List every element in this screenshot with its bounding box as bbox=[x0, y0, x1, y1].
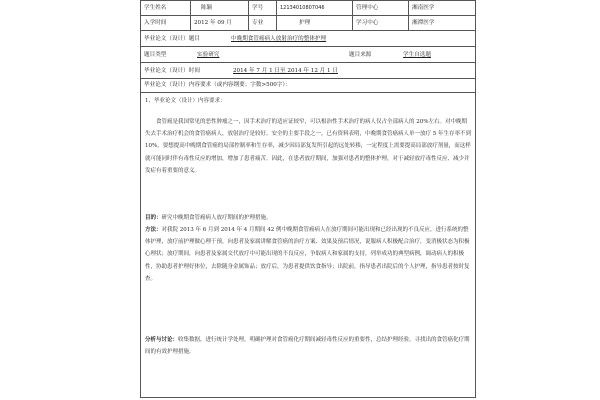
dept-label: 管理中心 bbox=[353, 1, 409, 15]
analysis-text: 收集数据，进行统计学处理，明确护理对食管癌化疗期间减轻毒性反应的重要性，总结护理经验，寻找出的食管癌化疗期间的有效护理措施。 bbox=[145, 337, 470, 356]
student-id-label: 学号 bbox=[249, 1, 277, 15]
dept-value: 湘南医学 bbox=[412, 5, 435, 11]
thesis-period-value: 2014 年 7 月 1 日至 2014 年 12 月 1 日 bbox=[233, 68, 338, 74]
goal-block bbox=[145, 212, 471, 224]
thesis-source-value: 学生自选题 bbox=[403, 52, 431, 58]
row-student-info bbox=[141, 1, 475, 16]
center-value: 湘潭医学 bbox=[412, 20, 435, 26]
thesis-title-label: 毕业论文（设计）题目 bbox=[144, 36, 200, 42]
goal-label: 目的： bbox=[145, 215, 162, 221]
major-label: 专业 bbox=[249, 16, 277, 30]
thesis-type-label: 题目类型 bbox=[144, 52, 167, 58]
thesis-type-value: 实验研究 bbox=[197, 52, 220, 58]
center-label: 学习中心 bbox=[353, 16, 409, 30]
row-enroll-info bbox=[141, 16, 475, 31]
thesis-title-value: 中晚期食管癌病人放射治疗的整体护理 bbox=[231, 36, 327, 42]
analysis-block bbox=[145, 334, 471, 358]
goal-text: 研究中晚期食管癌病人放疗期间的护理措施。 bbox=[161, 215, 272, 221]
thesis-source-label: 题目来源 bbox=[349, 52, 372, 58]
analysis-paragraph bbox=[145, 334, 471, 358]
analysis-label: 分析与讨论： bbox=[145, 337, 179, 343]
student-id-value: 12134010807046 bbox=[277, 1, 353, 15]
intro-paragraph: 食管癌是我国常见的恶性肿瘤之一，因手术治疗的适应证较窄，可以根治性手术治疗的病人仅占全部病人的 20%左右。对中晚期失去手术治疗机会的食管癌病人，放射治疗是较好、安全的主要手段之一，已有资料表明，中晚期食管癌病人单一放疗 5 年生存率不到 10%，要想提高中晚期食管癌的局部控制率和生存率，减少因局部复发所引起的远处转移，一定程度上需要提高局部放疗剂量，而这样就可能同时伴有毒性反应的增加，增加了患者痛苦。因此，在患者放疗期间，加强对患者的整体护理，对于减轻放疗毒性反应、减少并发症有着重要的意义。 bbox=[145, 119, 472, 174]
row-content-heading bbox=[141, 79, 475, 93]
student-name-label: 学生姓名 bbox=[141, 1, 191, 15]
method-text: 对我院 2013 年 6 月到 2014 年 4 月期间 42 例中晚期食管癌病人在放疗期间可能出现和已经出现的不良反应，进行系统的整体护理，放疗前护理做心理干预，向患者及家属讲解食管癌的治疗方案、效果及预后情况，说服病人积极配合治疗，变消极状态为积极心理状；放疗期间，向患者及家属交代放疗中可能出现的不良反应，争取病人和家属的支持，列举成功的典型病例，调动病人的积极性，协助患者护理好体位，去除随身金属饰品；放疗后，为患者提供饮食指导；出院前，指导患者出院后的个人护理，指导患者按时复查。 bbox=[145, 227, 470, 282]
thesis-period-label: 毕业论文（设计）时间 bbox=[144, 68, 200, 74]
row-thesis-period bbox=[141, 63, 475, 79]
row-thesis-title bbox=[141, 31, 475, 47]
enroll-label: 入学时间 bbox=[141, 16, 191, 30]
item-heading: 1、毕业论文（设计）内容要求： bbox=[145, 98, 226, 104]
method-block bbox=[145, 224, 471, 285]
method-label: 方法： bbox=[145, 227, 162, 233]
intro-block bbox=[145, 116, 471, 177]
row-thesis-type bbox=[141, 47, 475, 63]
major-value: 护理 bbox=[277, 16, 353, 30]
student-name-value: 陈颖 bbox=[191, 1, 249, 15]
content-heading: 毕业论文（设计）内容要求（或内容纲要；字数>500字）： bbox=[144, 82, 291, 88]
enroll-value: 2012 年 09 月 bbox=[191, 16, 249, 30]
method-paragraph bbox=[145, 224, 471, 285]
goal-paragraph bbox=[145, 212, 471, 224]
item-heading-block bbox=[145, 95, 471, 107]
